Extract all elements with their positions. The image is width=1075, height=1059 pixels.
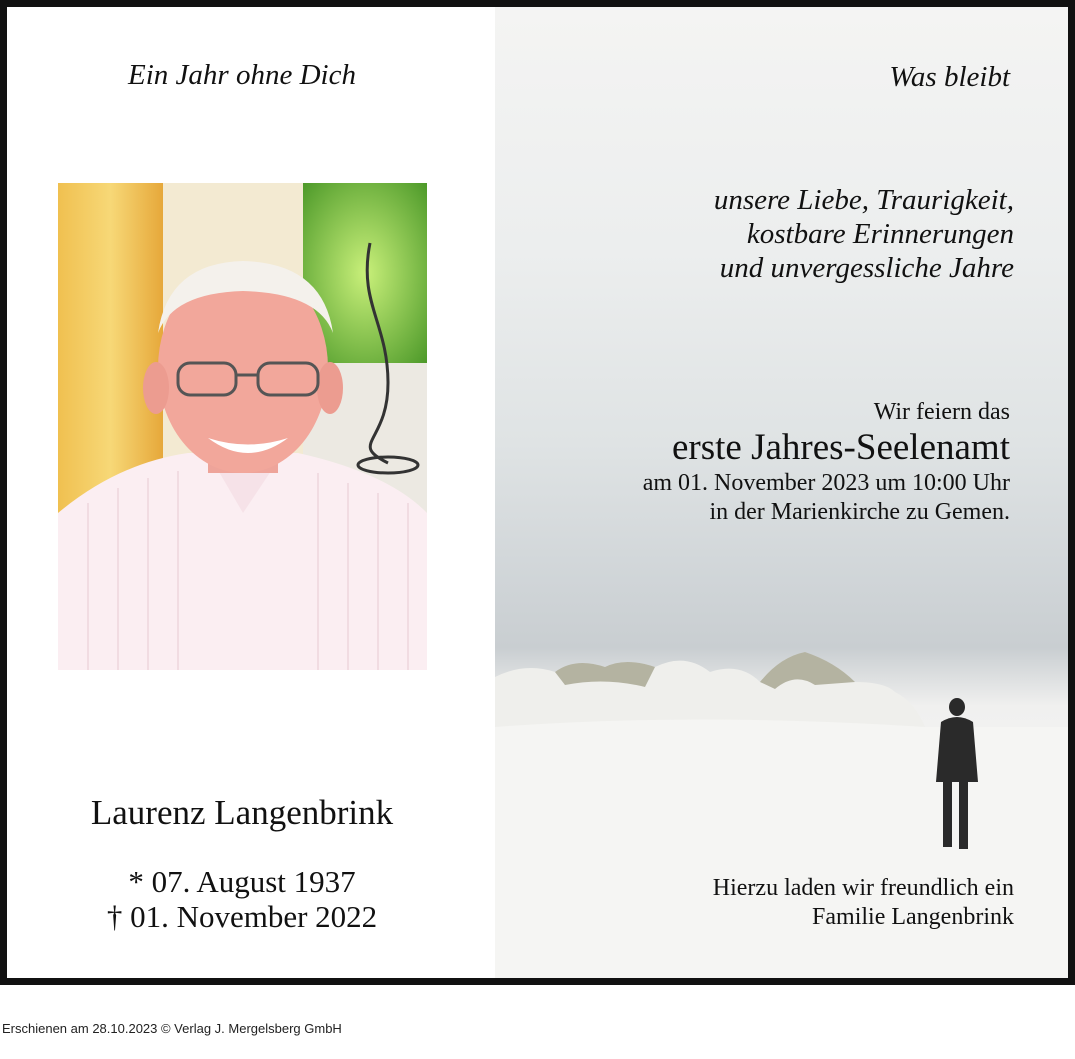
service-date: am 01. November 2023 um 10:00 Uhr — [642, 470, 1010, 496]
invitation-line: Hierzu laden wir freundlich ein — [712, 875, 1014, 901]
service-title: erste Jahres-Seelenamt — [672, 427, 1010, 468]
right-heading: Was bleibt — [889, 61, 1010, 93]
verse-line: unsere Liebe, Traurigkeit, — [713, 184, 1014, 216]
service-place: in der Marienkirche zu Gemen. — [709, 499, 1010, 525]
invitation — [713, 874, 1014, 932]
left-panel — [7, 7, 495, 978]
birth-date: * 07. August 1937 — [128, 864, 356, 899]
right-panel — [495, 7, 1068, 978]
death-date: † 01. November 2022 — [106, 899, 378, 934]
portrait-photo — [58, 183, 427, 670]
publication-footer: Erschienen am 28.10.2023 © Verlag J. Mergelsberg GmbH — [2, 1021, 342, 1036]
deceased-name: Laurenz Langenbrink — [90, 793, 394, 832]
memorial-service-info — [643, 397, 1010, 527]
verse-line: kostbare Erinnerungen — [746, 218, 1014, 250]
family-signature: Familie Langenbrink — [812, 904, 1014, 930]
life-dates — [7, 864, 477, 934]
service-intro: Wir feiern das — [873, 399, 1010, 425]
verse-line: und unvergessliche Jahre — [719, 252, 1014, 284]
memorial-verse — [714, 183, 1014, 285]
left-heading: Ein Jahr ohne Dich — [128, 59, 356, 91]
